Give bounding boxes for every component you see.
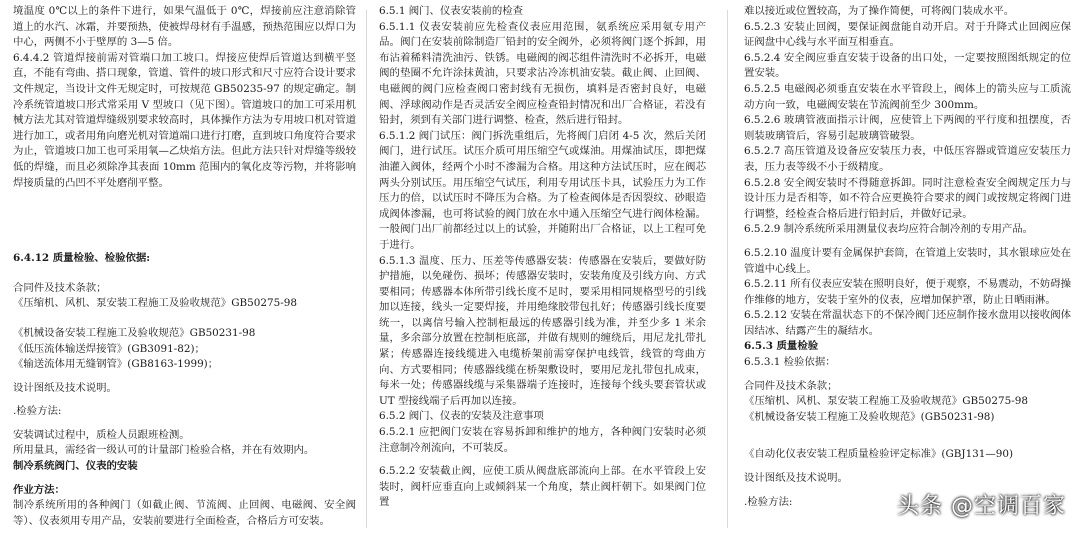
paragraph: 6.5.1.2 阀门试压：阀门拆洗重组后，先将阀门启闭 4-5 次，然后关闭阀门，进行试压。试压介质可用压缩空气或煤油。用煤油试压，即把煤油灌入阀体，经两个小时不渗漏为合格。用这种方法试压时，应在阀芯两头分别试压。用压缩空气试压，利用专用试压卡具，试验压力为工作压力的倍，以试压时不降压为合格。为了检查阀体是否因裂纹、砂眼造成阀体渗漏，也可将试验的阀门放在水中通入压缩空气进行阀体检漏。一般阀门出厂前都经过以上的试验，并随附出厂合格证，以上工程可免于进行。 <box>379 129 706 251</box>
paragraph: 6.5.2.6 玻璃管液面指示计阀，应使管上下两阀的平行度和扭摆度，否则装玻璃管后，容易引起玻璃管破裂。 <box>744 114 1071 142</box>
section-heading: 作业方法： <box>13 483 65 496</box>
paragraph: 6.5.2.5 电磁阀必须垂直安装在水平管段上，阀体上的箭头应与工质流动方向一致，电磁阀安装在节流阀前至少 300mm。 <box>744 82 1071 111</box>
paragraph: 6.5.1 阀门、仪表安装前的检查 <box>379 5 524 17</box>
list-item: 《输送流体用无缝钢管》(GB8163-1999)； <box>13 358 219 371</box>
list-item: 安装调试过程中，质检人员跟班检测。 <box>13 428 190 441</box>
section-heading: 6.5.3 质量检验 <box>744 340 819 353</box>
paragraph: 6.5.2.7 高压管道及设备应安装压力表，中低压容器或管道应安装压力表，压力表等级不小于级精度。 <box>744 145 1071 173</box>
watermark: 头条 @空调百家 <box>897 494 1066 519</box>
paragraph: 境温度 0℃以上的条件下进行，如果气温低于 0℃，焊接前应注意消除管道上的水汽、冰霜，并要预热，使被焊母材有手温感，预热范围应以焊口为中心，两侧不小于壁厚的 3—5 倍。 <box>13 5 356 49</box>
right-column <box>744 4 1071 510</box>
list-item: 合同件及技术条款； <box>13 281 107 294</box>
list-item: 设计图纸及技术说明。 <box>744 472 848 485</box>
paragraph: 6.5.1.1 仪表安装前应先检查仪表应用范围，氨系统应采用氨专用产品。阀门在安装前除制造厂铅封的安全阀外，必须将阀门逐个拆卸，用布沾着稀料清洗油污、铁锈。电磁阀的阀芯组件清洗时不必拆开，电磁阀的垫圈不允许涂抹黄油，只要求沾冷冻机油安装。截止阀、止回阀、电磁阀的阀门应检查阀口密封线有无损伤，填料是否密封良好，电磁阀、浮球阀动作是否灵活安全阀应检查铅封情况和出厂合格证，若没有铅封，须到有关部门进行调整、检查，然后进行铅封。 <box>379 20 706 127</box>
middle-column <box>379 4 710 511</box>
list-item: .检验方法: <box>744 495 793 508</box>
section-subheading: 6.5.3.1 检验依据： <box>744 356 836 369</box>
paragraph: 6.5.2.3 安装止回阀，要保证阀盘能自动开启。对于升降式止回阀应保证阀盘中心线与水平面互相垂直。 <box>744 20 1071 49</box>
column-divider <box>727 10 728 528</box>
list-item: 《机械设备安装工程施工及验收规范》GB50231-98 <box>13 326 256 339</box>
list-item: 所用量具，需经省一级认可的计量部门检验合格，并在有效期内。 <box>13 444 315 457</box>
list-item: 《压缩机、风机、泵安装工程施工及验收规范》GB50275-98 <box>744 395 1028 408</box>
paragraph: 6.5.2.8 安全阀安装时不得随意拆卸。同时注意检查安全阀规定压力与设计压力是否相等，如不符合应更换符合要求的阀门或按规定将阀门进行调整，经检查合格后进行铅封后，并做好记录。 <box>744 176 1071 220</box>
paragraph: 6.5.2.12 安装在常温状态下的不保冷阀门还应制作接水盘用以接收阀体因结冰、结露产生的凝结水。 <box>744 309 1071 337</box>
paragraph: 6.5.2.9 制冷系统所采用测量仪表均应符合制冷剂的专用产品。 <box>744 223 1034 236</box>
column-divider <box>366 10 367 528</box>
list-item: 合同件及技术条款； <box>744 379 838 392</box>
paragraph: 6.5.1.3 温度、压力、压差等传感器安装：传感器在安装后，要做好防护措施，以免碰伤、损坏；传感器安装时，安装角度及引线方向、方式要相同；传感器本体所带引线长度不足时，要采用相同规格型号的引线加以连接，线头一定要焊接，并用绝缘胶带包扎好；传感器引线长度要统一，以离信号输入控制柜最远的传感器引线为准，并至少多 1 米余量，多余部分放置在控制柜底部，并做有规则的缠绕后，用尼龙扎带扎紧；传感器连接线缆进入电缆桥架前需穿保护电线管，线管的弯曲方向、方式要相同；传感器线缆在桥架敷设时，要用尼龙扎带包扎成束，每米一处；传感器线缆与采集器端子连接时，连接每个线头要套管状或 UT 型接线端子后再加以连接。 <box>379 254 710 407</box>
paragraph: 6.5.2.1 应把阀门安装在容易拆卸和维护的地方，各种阀门安装时必须注意制冷剂流向，不可装反。 <box>379 426 706 454</box>
list-item: 《低压流体输送焊接管》(GB3091-82)； <box>13 342 205 355</box>
paragraph: 制冷系统所用的各种阀门（如截止阀、节流阀、止回阀、电磁阀、安全阀等）、仪表须用专用产品，安装前要进行全面检查，合格后方可安装。 <box>13 499 356 527</box>
paragraph: 难以接近或位置较高，为了操作简便，可将阀门装成水平。 <box>744 5 1015 17</box>
paragraph: 6.5.2.2 安装截止阀，应使工质从阀盘底部流向上部。在水平管段上安装时，阀杆应垂直向上或倾斜某一个角度，禁止阀杆朝下。如果阀门位置 <box>379 465 706 509</box>
section-heading: 制冷系统阀门、仪表的安装 <box>13 460 138 473</box>
left-column <box>13 4 356 529</box>
paragraph: 6.4.4.2 管道焊接前需对管端口加工坡口。焊接应使焊后管道达到横平竖直，不能有弯曲、搭口现象，管道、管件的坡口形式和尺寸应符合设计要求文件规定，当设计文件无规定时，可按规范 GB50235-97 的规定确定。制冷系统管道坡口形式常采用 V 型坡口（见下图）。管道坡口的加工可采用机械方法尤其对管道焊缝级别要求较高时，具体操作方法为专用坡口机对管道进行加工，或者用角向磨光机对管道端口进行打磨，直到坡口角度符合要求为止，管道坡口加工也可采用氧—乙炔焰方法。但此方法只针对焊缝等级较低的焊缝，而且必须除净其表面 10mm 范围内的氧化皮等污物，并将影响焊接质量的凸凹不平处磨削平整。 <box>13 51 356 189</box>
list-item: 《机械设备安装工程施工及验收规范》(GB50231-98) <box>744 410 995 423</box>
paragraph: 6.5.2.4 安全阀应垂直安装于设备的出口处，一定要按照图纸规定的位置安装。 <box>744 51 1071 80</box>
paragraph: 6.5.2.11 所有仪表应安装在照明良好，便于观察，不易震动，不妨碍操作维修的地方，安装于室外的仪表，应增加保护罩，防止日晒雨淋。 <box>744 278 1071 306</box>
paragraph: 6.5.2 阀门、仪表的安装及注意事项 <box>379 410 544 423</box>
list-item: .检验方法: <box>13 405 62 418</box>
list-item: 《自动化仪表安装工程质量检验评定标准》(GBJ131—90) <box>744 448 1014 461</box>
paragraph: 6.5.2.10 温度计要有金属保护套筒，在管道上安装时，其水银球应处在管道中心线上。 <box>744 246 1071 275</box>
list-item: 《压缩机、风机、泵安装工程施工及验收规范》GB50275-98 <box>13 297 297 310</box>
list-item: 设计图纸及技术说明。 <box>13 381 117 394</box>
section-heading: 6.4.12 质量检验、检验依据: <box>13 252 151 265</box>
